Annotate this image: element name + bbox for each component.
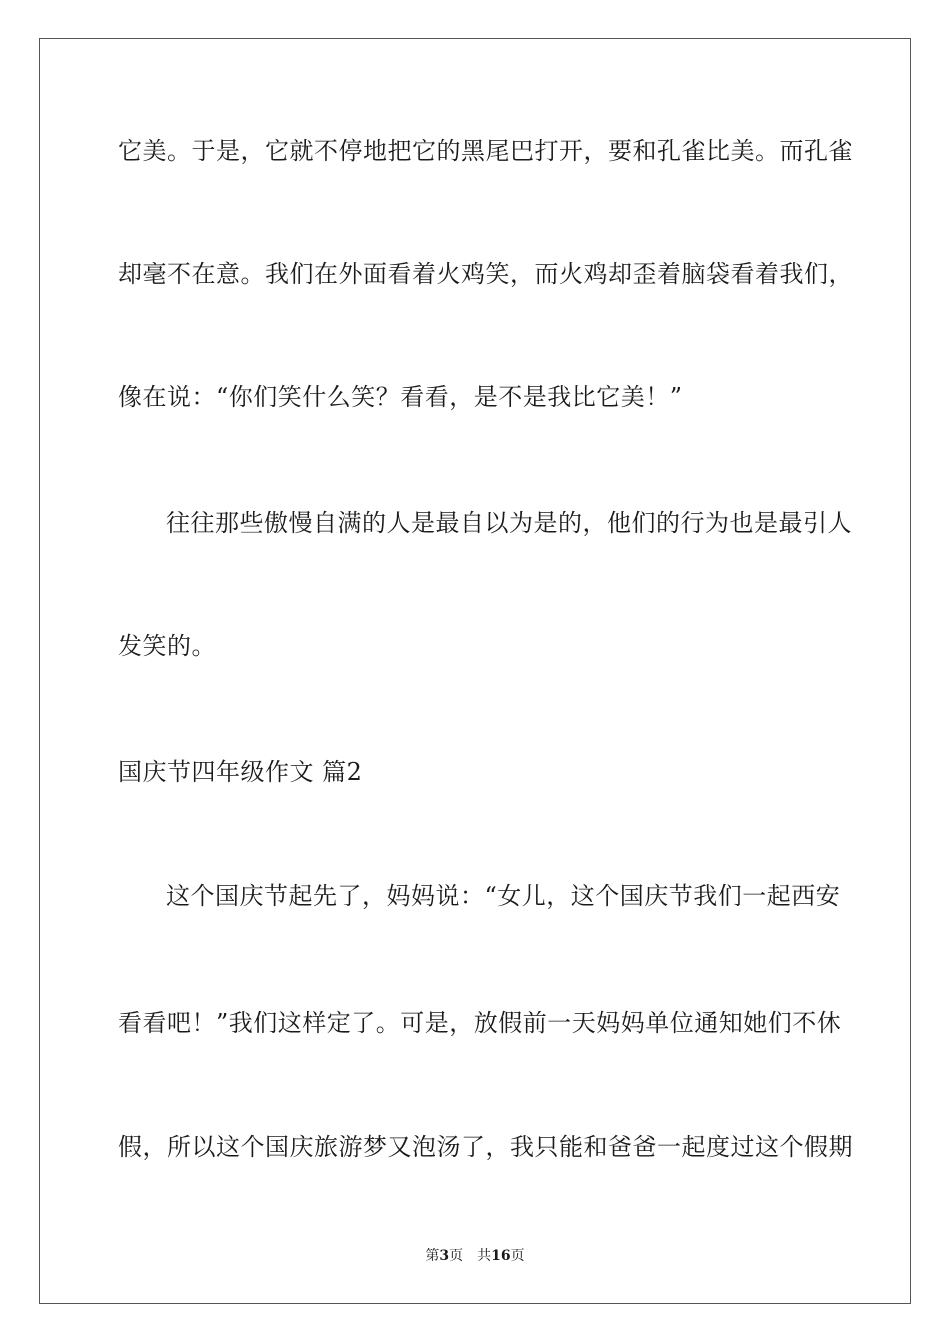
text-line: 发笑的。 xyxy=(118,632,216,660)
page-border xyxy=(39,38,911,1304)
current-page-number: 3 xyxy=(439,1248,450,1264)
total-prefix: 共 xyxy=(477,1248,492,1264)
section-heading: 国庆节四年级作文 篇2 xyxy=(118,758,363,786)
text-line: 却毫不在意。我们在外面看着火鸡笑，而火鸡却歪着脑袋看着我们， xyxy=(118,260,853,288)
page-suffix: 页 xyxy=(449,1248,464,1264)
paragraph-first-line: 往往那些傲慢自满的人是最自以为是的，他们的行为也是最引人 xyxy=(166,509,852,537)
page-prefix: 第 xyxy=(425,1248,440,1264)
paragraph-first-line: 这个国庆节起先了，妈妈说：“女儿，这个国庆节我们一起西安 xyxy=(166,882,841,910)
total-page-count: 16 xyxy=(491,1248,511,1264)
text-line: 它美。于是，它就不停地把它的黑尾巴打开，要和孔雀比美。而孔雀 xyxy=(118,137,853,165)
text-line: 像在说：“你们笑什么笑？看看，是不是我比它美！” xyxy=(118,383,683,411)
text-line: 看看吧！”我们这样定了。可是，放假前一天妈妈单位通知她们不休 xyxy=(118,1009,842,1037)
total-suffix: 页 xyxy=(510,1248,525,1264)
text-line: 假，所以这个国庆旅游梦又泡汤了，我只能和爸爸一起度过这个假期 xyxy=(118,1133,853,1161)
page-footer xyxy=(0,1246,950,1266)
